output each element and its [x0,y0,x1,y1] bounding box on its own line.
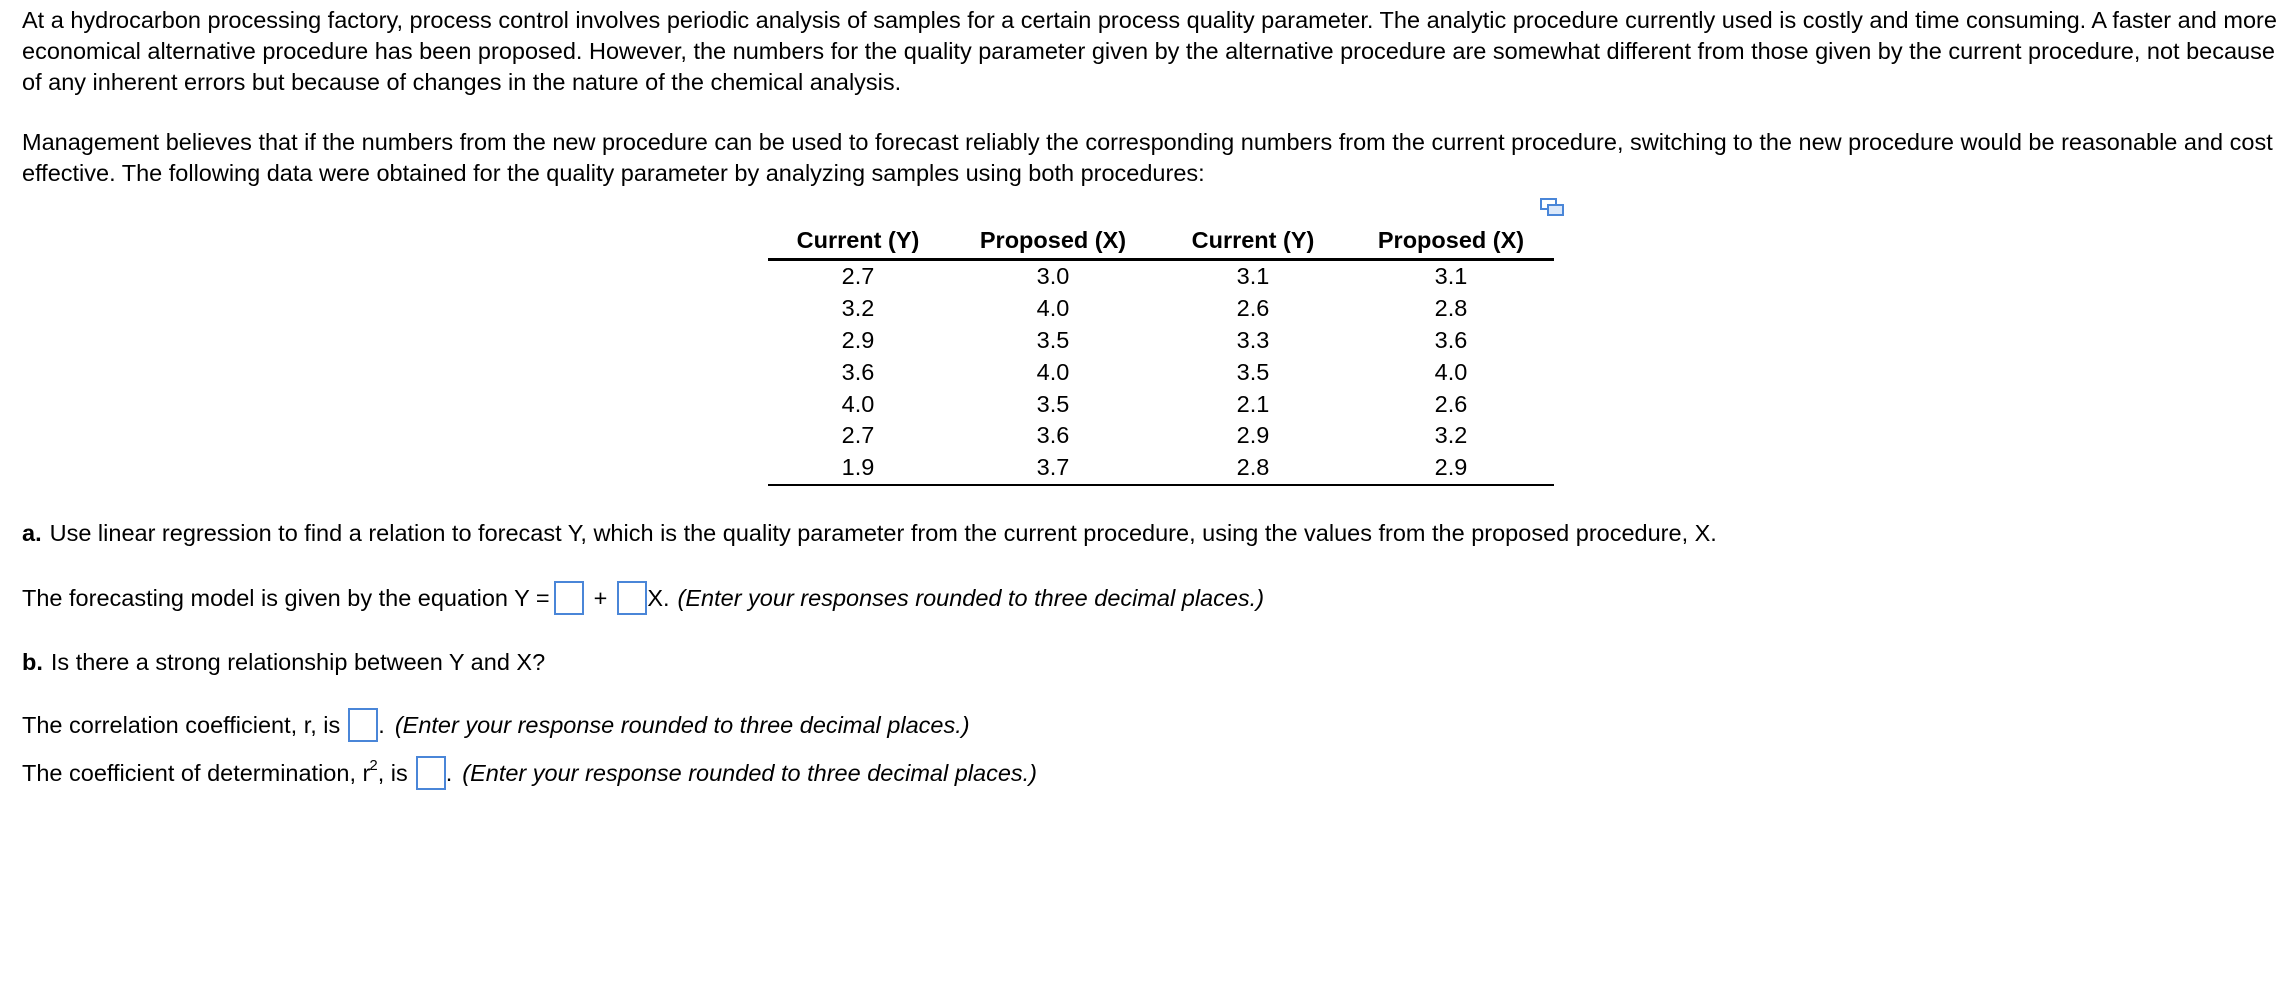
determination-period: . [445,760,453,786]
part-a-question [22,516,1717,550]
correlation-instruction: (Enter your response rounded to three decimal places.) [394,712,970,738]
intro-paragraph-2: Management believes that if the numbers from the new procedure can be used to forecast reliably the corresponding numbers from the current procedure, switching to the new procedure would be reasonable and cost effective. The following data were obtained for the quality parameter by analyzing samples using both procedures: [22,129,2273,186]
table-cell: 2.6 [1236,295,1270,322]
table-row [768,452,1554,485]
data-table [768,222,1554,486]
table-cell: 3.6 [841,358,875,385]
correlation-line [22,708,970,742]
table-cell: 4.0 [841,390,875,417]
header-proposed-x-2: Proposed (X) [1348,222,1554,260]
correlation-prefix: The correlation coefficient, r, is [22,712,341,738]
determination-answer-box[interactable] [416,756,446,790]
correlation-period: . [378,712,385,738]
table-cell: 3.3 [1236,326,1270,353]
plus-sign: + [593,585,608,611]
table-cell: 1.9 [768,452,948,485]
part-b-question [22,645,545,679]
intercept-answer-box[interactable] [554,581,584,615]
table-cell: 2.8 [1434,295,1468,322]
table-cell: 3.5 [1036,390,1070,417]
determination-prefix: The coefficient of determination, r [22,760,371,786]
intro-paragraph-1: At a hydrocarbon processing factory, process control involves periodic analysis of samples for a certain process quality parameter. The analytic procedure currently used is costly and time consuming. A faster and more economical alternative procedure has been proposed. However, the numbers for the quality parameter given by the alternative procedure are somewhat different from those given by the current procedure, not because of any inherent errors but because of changes in the nature of the chemical analysis. [22,7,2277,95]
table-cell: 3.2 [841,295,875,322]
equation-prefix: The forecasting model is given by the equation Y = [22,585,550,611]
determination-mid: , is [377,760,408,786]
slope-answer-box[interactable] [617,581,647,615]
table-cell: 3.2 [1434,422,1468,449]
table-cell: 3.1 [1434,263,1468,290]
table-cell: 3.5 [1236,358,1270,385]
equation-line [22,581,1264,615]
squared-superscript: 2 [369,757,378,774]
table-cell: 3.6 [1036,422,1070,449]
part-a-text: Use linear regression to find a relation to forecast Y, which is the quality parameter from the current procedure, using the values from the proposed procedure, X. [49,520,1717,546]
table-cell: 3.1 [1236,263,1270,290]
table-header-row [768,222,1554,260]
table-cell: 2.9 [841,326,875,353]
copy-data-icon[interactable] [1539,197,1565,219]
table-cell: 2.7 [841,422,875,449]
table-cell: 3.5 [1036,326,1070,353]
correlation-answer-box[interactable] [348,708,378,742]
data-table-container [768,222,1554,486]
table-cell: 4.0 [1434,358,1468,385]
part-a-label: a. [22,520,42,546]
part-b-text: Is there a strong relationship between Y and X? [50,649,546,675]
table-cell: 3.7 [948,452,1158,485]
table-row [768,388,1554,420]
table-cell: 2.8 [1158,452,1348,485]
table-row [768,293,1554,325]
table-cell: 2.9 [1348,452,1554,485]
table-cell: 4.0 [1036,295,1070,322]
header-current-y-1: Current (Y) [768,222,948,260]
table-row [768,325,1554,357]
table-cell: 2.7 [841,263,875,290]
header-proposed-x-1: Proposed (X) [948,222,1158,260]
determination-instruction: (Enter your response rounded to three decimal places.) [462,760,1038,786]
part-b-label: b. [22,649,43,675]
table-cell: 4.0 [1036,358,1070,385]
table-row [768,260,1554,293]
table-row [768,356,1554,388]
table-cell: 2.9 [1236,422,1270,449]
equation-x-suffix: X. [647,585,670,611]
determination-line [22,756,1037,790]
table-cell: 2.1 [1236,390,1270,417]
table-cell: 3.0 [1036,263,1070,290]
table-cell: 3.6 [1434,326,1468,353]
header-current-y-2: Current (Y) [1158,222,1348,260]
table-row [768,420,1554,452]
equation-instruction: (Enter your responses rounded to three decimal places.) [677,585,1265,611]
table-cell: 2.6 [1434,390,1468,417]
